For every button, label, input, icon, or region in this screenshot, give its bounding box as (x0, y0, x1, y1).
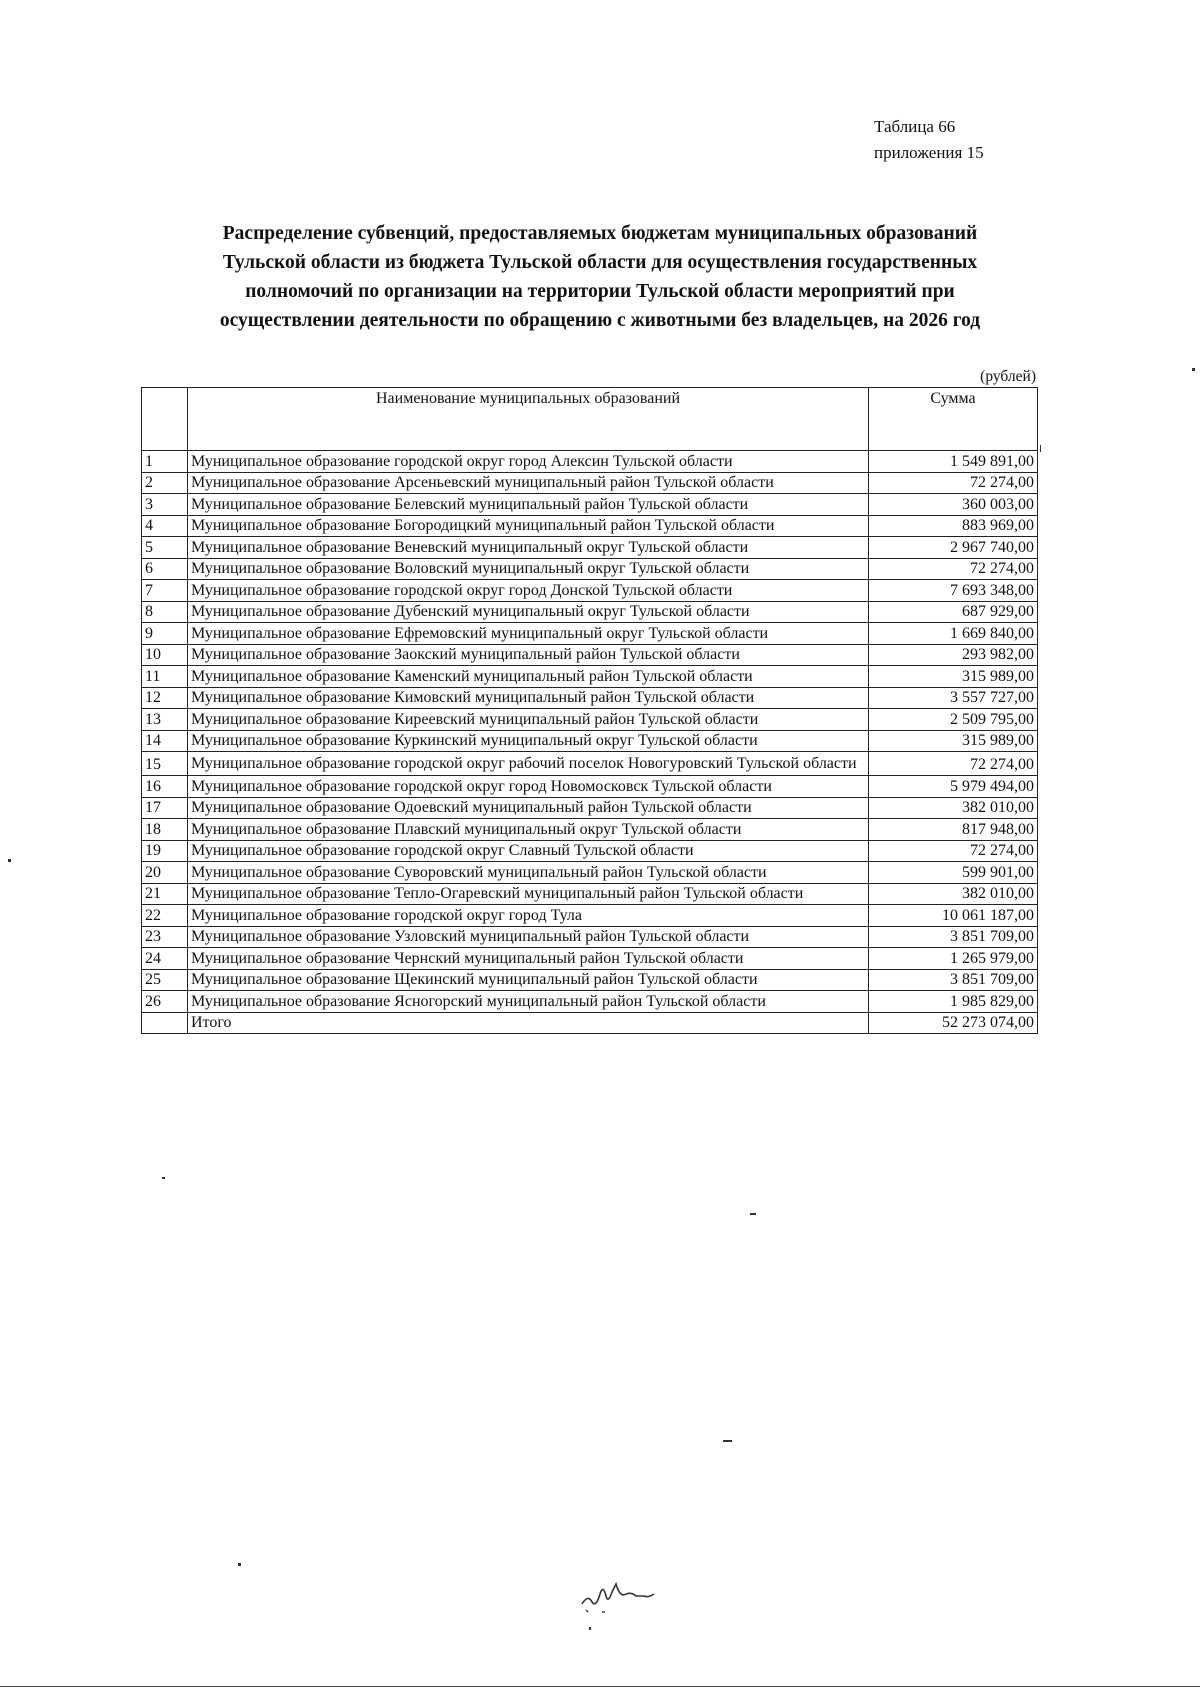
row-number: 17 (142, 797, 188, 819)
table-row (142, 537, 1038, 559)
row-name: Муниципальное образование Заокский муниципальный район Тульской области (188, 644, 869, 666)
row-name: Муниципальное образование Щекинский муниципальный район Тульской области (188, 969, 869, 991)
row-sum: 315 989,00 (869, 730, 1038, 752)
table-row (142, 580, 1038, 602)
row-name: Муниципальное образование городской округ рабочий поселок Новогуровский Тульской области (188, 752, 869, 776)
row-sum: 687 929,00 (869, 601, 1038, 623)
row-sum: 7 693 348,00 (869, 580, 1038, 602)
row-number: 16 (142, 776, 188, 798)
row-name: Муниципальное образование Тепло-Огаревский муниципальный район Тульской области (188, 883, 869, 905)
row-sum: 3 851 709,00 (869, 969, 1038, 991)
title-line-1: Распределение субвенций, предоставляемых бюджетам муниципальных образований (222, 223, 978, 244)
row-number (142, 1012, 188, 1034)
row-sum: 72 274,00 (869, 472, 1038, 494)
row-sum: 2 967 740,00 (869, 537, 1038, 559)
row-name: Итого (188, 1012, 869, 1034)
table-row (142, 451, 1038, 473)
table-row (142, 601, 1038, 623)
table-row (142, 709, 1038, 731)
row-number: 6 (142, 558, 188, 580)
row-name: Муниципальное образование городской округ город Алексин Тульской области (188, 451, 869, 473)
header-name: Наименование муниципальных образований (188, 388, 869, 451)
row-name: Муниципальное образование городской округ город Донской Тульской области (188, 580, 869, 602)
row-name: Муниципальное образование Веневский муниципальный округ Тульской области (188, 537, 869, 559)
row-sum: 52 273 074,00 (869, 1012, 1038, 1034)
row-number: 10 (142, 644, 188, 666)
row-number: 11 (142, 666, 188, 688)
title-line-4: осуществлении деятельности по обращению с животными без владельцев, на 2026 год (219, 310, 981, 331)
table-row (142, 494, 1038, 516)
row-sum: 72 274,00 (869, 840, 1038, 862)
table-body (142, 451, 1038, 1034)
row-number: 4 (142, 515, 188, 537)
table-row (142, 797, 1038, 819)
row-number: 25 (142, 969, 188, 991)
row-number: 14 (142, 730, 188, 752)
row-name: Муниципальное образование Каменский муниципальный район Тульской области (188, 666, 869, 688)
row-name: Муниципальное образование Одоевский муниципальный район Тульской области (188, 797, 869, 819)
row-name: Муниципальное образование городской округ Славный Тульской области (188, 840, 869, 862)
table-row (142, 687, 1038, 709)
row-name: Муниципальное образование городской округ город Тула (188, 905, 869, 927)
units-label: (рублей) (980, 368, 1036, 385)
title-line-3: полномочий по организации на территории Тульской области мероприятий при (245, 281, 955, 302)
row-sum: 817 948,00 (869, 819, 1038, 841)
row-number: 5 (142, 537, 188, 559)
table-row (142, 991, 1038, 1013)
row-sum: 1 549 891,00 (869, 451, 1038, 473)
row-number: 19 (142, 840, 188, 862)
table-number: Таблица 66 (874, 117, 956, 136)
document-title (150, 219, 1050, 335)
row-name: Муниципальное образование Богородицкий муниципальный район Тульской области (188, 515, 869, 537)
row-sum: 293 982,00 (869, 644, 1038, 666)
table-row (142, 776, 1038, 798)
row-name: Муниципальное образование Плавский муниципальный округ Тульской области (188, 819, 869, 841)
row-sum: 5 979 494,00 (869, 776, 1038, 798)
row-sum: 1 669 840,00 (869, 623, 1038, 645)
row-sum: 883 969,00 (869, 515, 1038, 537)
table-header-row (142, 388, 1038, 451)
row-name: Муниципальное образование Узловский муниципальный район Тульской области (188, 926, 869, 948)
row-number: 21 (142, 883, 188, 905)
row-name: Муниципальное образование Киреевский муниципальный район Тульской области (188, 709, 869, 731)
table-row (142, 558, 1038, 580)
appendix-number: приложения 15 (874, 143, 984, 162)
subsidy-table (141, 387, 1038, 1034)
table-row (142, 515, 1038, 537)
row-name: Муниципальное образование Ясногорский муниципальный район Тульской области (188, 991, 869, 1013)
table-reference (874, 114, 984, 166)
row-number: 24 (142, 948, 188, 970)
table-row (142, 969, 1038, 991)
row-sum: 3 557 727,00 (869, 687, 1038, 709)
table-row (142, 730, 1038, 752)
table-row (142, 926, 1038, 948)
row-number: 2 (142, 472, 188, 494)
row-number: 7 (142, 580, 188, 602)
row-number: 18 (142, 819, 188, 841)
header-sum: Сумма (869, 388, 1038, 451)
row-sum: 2 509 795,00 (869, 709, 1038, 731)
row-sum: 360 003,00 (869, 494, 1038, 516)
row-number: 23 (142, 926, 188, 948)
row-name: Муниципальное образование Чернский муниципальный район Тульской области (188, 948, 869, 970)
page-bottom-line (0, 1686, 1200, 1687)
title-line-2: Тульской области из бюджета Тульской области для осуществления государственных (222, 252, 978, 273)
row-name: Муниципальное образование Ефремовский муниципальный округ Тульской области (188, 623, 869, 645)
row-number: 12 (142, 687, 188, 709)
row-name: Муниципальное образование Арсеньевский муниципальный район Тульской области (188, 472, 869, 494)
table-row (142, 666, 1038, 688)
row-sum: 599 901,00 (869, 862, 1038, 884)
table-row (142, 862, 1038, 884)
row-number: 15 (142, 752, 188, 776)
table-row (142, 644, 1038, 666)
row-sum: 382 010,00 (869, 883, 1038, 905)
row-sum: 10 061 187,00 (869, 905, 1038, 927)
row-sum: 1 985 829,00 (869, 991, 1038, 1013)
row-sum: 72 274,00 (869, 752, 1038, 776)
row-sum: 72 274,00 (869, 558, 1038, 580)
row-number: 22 (142, 905, 188, 927)
row-name: Муниципальное образование Дубенский муниципальный округ Тульской области (188, 601, 869, 623)
row-name: Муниципальное образование Белевский муниципальный район Тульской области (188, 494, 869, 516)
table-row (142, 905, 1038, 927)
table-row (142, 883, 1038, 905)
row-number: 1 (142, 451, 188, 473)
header-number (142, 388, 188, 451)
table-row (142, 819, 1038, 841)
row-sum: 3 851 709,00 (869, 926, 1038, 948)
row-number: 13 (142, 709, 188, 731)
table-row (142, 948, 1038, 970)
row-name: Муниципальное образование Суворовский муниципальный район Тульской области (188, 862, 869, 884)
row-number: 26 (142, 991, 188, 1013)
row-sum: 382 010,00 (869, 797, 1038, 819)
row-name: Муниципальное образование Кимовский муниципальный район Тульской области (188, 687, 869, 709)
signature-mark (578, 1568, 678, 1618)
row-number: 3 (142, 494, 188, 516)
table-total-row (142, 1012, 1038, 1034)
row-number: 9 (142, 623, 188, 645)
table-row (142, 623, 1038, 645)
row-number: 8 (142, 601, 188, 623)
row-name: Муниципальное образование Воловский муниципальный округ Тульской области (188, 558, 869, 580)
table-row (142, 752, 1038, 776)
row-name: Муниципальное образование Куркинский муниципальный округ Тульской области (188, 730, 869, 752)
row-name: Муниципальное образование городской округ город Новомосковск Тульской области (188, 776, 869, 798)
row-sum: 315 989,00 (869, 666, 1038, 688)
row-number: 20 (142, 862, 188, 884)
table-row (142, 840, 1038, 862)
row-sum: 1 265 979,00 (869, 948, 1038, 970)
table-row (142, 472, 1038, 494)
